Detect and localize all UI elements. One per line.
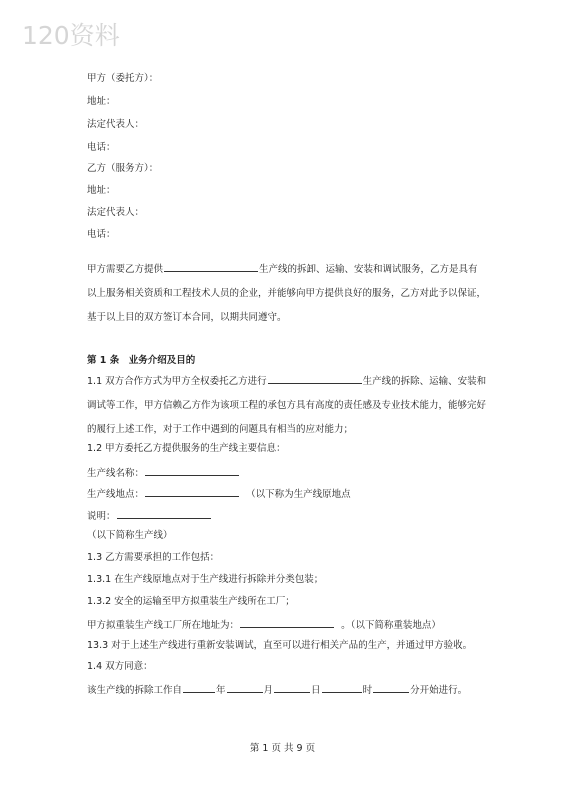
blank-line <box>373 683 409 693</box>
party-a-phone: 电话： <box>87 142 116 153</box>
clause-1-4: 1.4 双方同意： <box>87 661 153 672</box>
blank-line <box>240 618 334 628</box>
line-location-label: 生产线地点： <box>87 489 145 500</box>
schedule-hour: 时 <box>362 685 373 696</box>
schedule-text: 该生产线的拆除工作自 <box>87 685 183 696</box>
factory-address-note: 。（以下简称重装地点） <box>341 620 441 631</box>
clause-1-1-text-b: 生产线的拆除、运输、安装和调试等工作，甲方信赖乙方作为该项工程的承包方具有高度的责任感及专业技术能力，能够完好的履行上述工作，对于工作中遇到的问题具有相当的应对能力； <box>87 376 487 435</box>
party-a-label: 甲方（委托方）： <box>87 73 159 84</box>
intro-text-1: 甲方需要乙方提供 <box>87 264 164 275</box>
intro-text-2: 生产线的拆卸、运输、安装和调试服务，乙方是具有以上服务相关资质和工程技术人员的企业，并能够向甲方提供良好的服务，乙方对此予以保证，基于以上目的双方签订本合同，以期共同遵守。 <box>87 264 487 323</box>
party-a-rep: 法定代表人： <box>87 119 145 130</box>
description-label: 说明： <box>87 511 116 522</box>
line-name-row <box>87 466 240 480</box>
intro-paragraph <box>87 258 487 330</box>
party-b-phone: 电话： <box>87 229 116 240</box>
clause-1-3-2: 1.3.2 安全的运输至甲方拟重装生产线所在工厂； <box>87 596 295 607</box>
clause-13-3: 13.3 对于上述生产线进行重新安装调试，直至可以进行相关产品的生产，并通过甲方验收。 <box>87 640 473 651</box>
schedule-day: 日 <box>311 685 321 696</box>
party-a-address: 地址： <box>87 96 116 107</box>
party-b-address: 地址： <box>87 185 116 196</box>
schedule-row <box>87 683 467 697</box>
blank-line <box>227 683 263 693</box>
article-1-title: 第 1 条 业务介绍及目的 <box>87 355 196 366</box>
blank-line <box>274 683 310 693</box>
line-location-row <box>87 487 351 501</box>
blank-line <box>322 683 362 693</box>
factory-address-row <box>87 618 441 632</box>
schedule-year: 年 <box>216 685 226 696</box>
schedule-minute: 分开始进行。 <box>410 685 468 696</box>
clause-1-2: 1.2 甲方委托乙方提供服务的生产线主要信息： <box>87 443 286 454</box>
description-row <box>87 509 212 523</box>
blank-line <box>117 509 211 519</box>
clause-1-1 <box>87 370 487 442</box>
blank-line <box>183 683 215 693</box>
line-name-label: 生产线名称： <box>87 468 145 479</box>
schedule-month: 月 <box>263 685 274 696</box>
blank-line <box>268 374 362 384</box>
party-b-rep: 法定代表人： <box>87 207 145 218</box>
clause-1-3: 1.3 乙方需要承担的工作包括： <box>87 552 220 563</box>
blank-line <box>164 262 258 272</box>
watermark: 120资料 <box>22 21 120 50</box>
party-b-label: 乙方（服务方）： <box>87 163 159 174</box>
blank-line <box>145 487 239 497</box>
clause-1-1-text-a: 1.1 双方合作方式为甲方全权委托乙方进行 <box>87 376 267 387</box>
clause-1-3-1: 1.3.1 在生产线原地点对于生产线进行拆除并分类包装； <box>87 574 324 585</box>
page-footer: 第 1 页 共 9 页 <box>249 743 316 754</box>
blank-line <box>145 466 239 476</box>
line-location-note: （以下称为生产线原地点 <box>246 489 351 500</box>
short-name-note: （以下简称生产线） <box>87 530 173 541</box>
factory-address-label: 甲方拟重装生产线工厂所在地址为： <box>87 620 240 631</box>
